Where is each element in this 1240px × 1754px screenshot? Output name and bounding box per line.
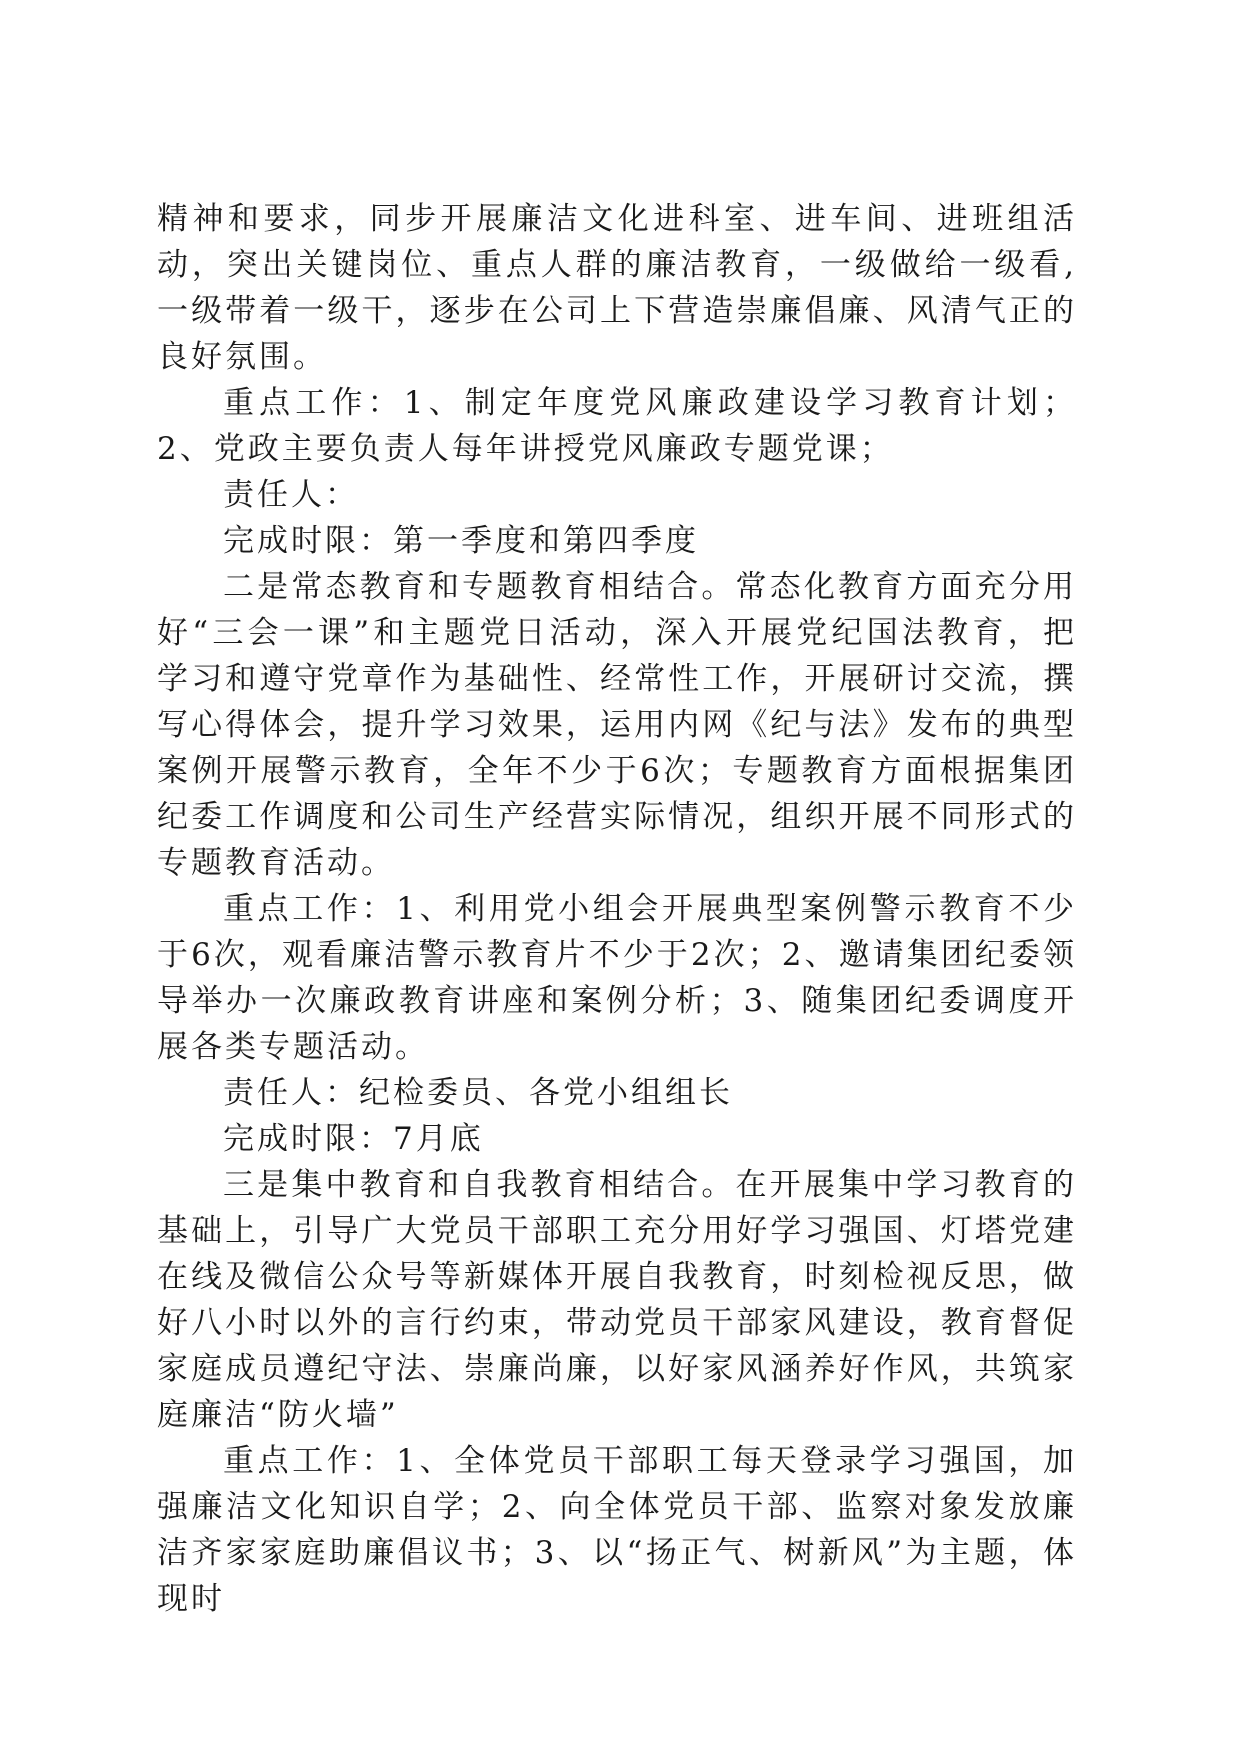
paragraph-key-work-3: 重点工作：1、全体党员干部职工每天登录学习强国，加强廉洁文化知识自学；2、向全体党员干部、监察对象发放廉洁齐家家庭助廉倡议书；3、以“扬正气、树新风”为主题，体现时	[157, 1443, 1077, 1617]
paragraph-responsible-2: 责任人：纪检委员、各党小组组长	[223, 1075, 733, 1111]
paragraph-key-work-2: 重点工作：1、利用党小组会开展典型案例警示教育不少于6次，观看廉洁警示教育片不少于2次；2、邀请集团纪委领导举办一次廉政教育讲座和案例分析；3、随集团纪委调度开展各类专题活动。	[157, 891, 1077, 1065]
document-body	[157, 196, 1077, 1622]
paragraph-deadline-2: 完成时限：7月底	[223, 1121, 484, 1157]
paragraph-deadline-1: 完成时限：第一季度和第四季度	[223, 523, 699, 559]
paragraph-continuation: 精神和要求，同步开展廉洁文化进科室、进车间、进班组活动，突出关键岗位、重点人群的廉洁教育，一级做给一级看,一级带着一级干，逐步在公司上下营造崇廉倡廉、风清气正的良好氛围。	[157, 201, 1077, 375]
paragraph-key-work-1: 重点工作：1、制定年度党风廉政建设学习教育计划；2、党政主要负责人每年讲授党风廉政专题党课；	[157, 385, 1077, 467]
paragraph-section-3: 三是集中教育和自我教育相结合。在开展集中学习教育的基础上，引导广大党员干部职工充分用好学习强国、灯塔党建在线及微信公众号等新媒体开展自我教育，时刻检视反思，做好八小时以外的言行约束，带动党员干部家风建设，教育督促家庭成员遵纪守法、崇廉尚廉，以好家风涵养好作风，共筑家庭廉洁“防火墙”	[157, 1167, 1077, 1433]
paragraph-section-2: 二是常态教育和专题教育相结合。常态化教育方面充分用好“三会一课”和主题党日活动，深入开展党纪国法教育，把学习和遵守党章作为基础性、经常性工作，开展研讨交流，撰写心得体会，提升学习效果，运用内网《纪与法》发布的典型案例开展警示教育，全年不少于6次；专题教育方面根据集团纪委工作调度和公司生产经营实际情况，组织开展不同形式的专题教育活动。	[157, 569, 1077, 881]
paragraph-responsible-1: 责任人：	[223, 477, 359, 513]
